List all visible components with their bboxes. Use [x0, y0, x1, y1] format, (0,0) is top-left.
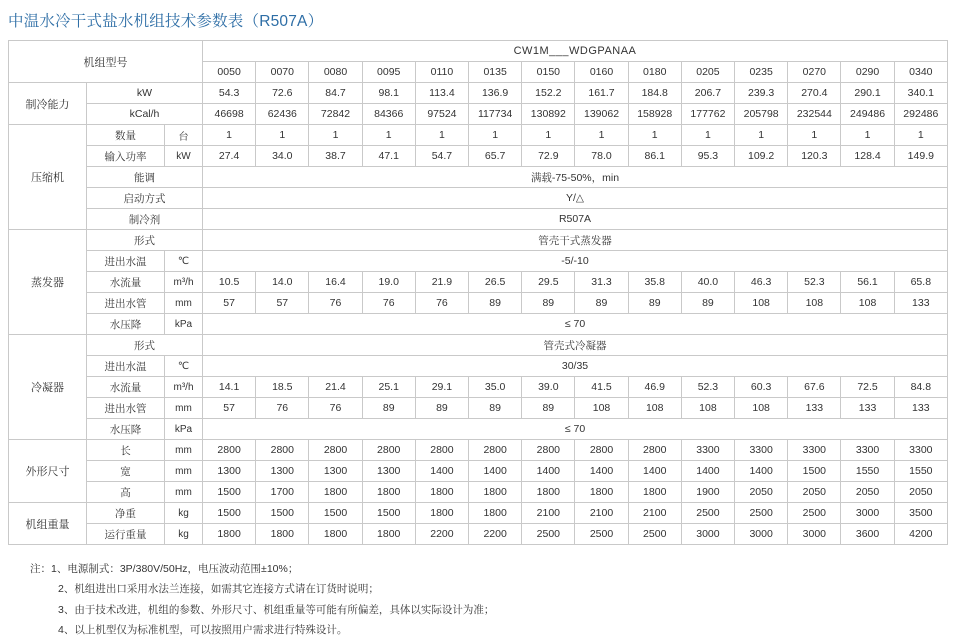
model-col-5: 0135	[469, 62, 522, 83]
cell: 161.7	[575, 83, 628, 104]
model-col-10: 0235	[735, 62, 788, 83]
cell: 3000	[788, 524, 841, 545]
group-label-unit-weight: 机组重量	[9, 503, 87, 545]
cell: 2500	[628, 524, 681, 545]
group-label-compressor: 压缩机	[9, 125, 87, 230]
cell: 76	[415, 293, 468, 314]
cell: 2800	[362, 440, 415, 461]
cell: 1400	[735, 461, 788, 482]
cell: 1400	[522, 461, 575, 482]
cell: 46698	[203, 104, 256, 125]
cell: 290.1	[841, 83, 894, 104]
cell: 29.1	[415, 377, 468, 398]
cell: 89	[681, 293, 734, 314]
cell: 1	[256, 125, 309, 146]
cell: 108	[628, 398, 681, 419]
cell: 65.8	[894, 272, 947, 293]
cell: 97524	[415, 104, 468, 125]
cell: 1	[415, 125, 468, 146]
note-row-1	[30, 559, 954, 579]
cell: 3000	[681, 524, 734, 545]
cell: 184.8	[628, 83, 681, 104]
cell-span: 管壳式冷凝器	[203, 335, 948, 356]
row-unit: 台	[165, 125, 203, 146]
cell: 158928	[628, 104, 681, 125]
cell: 18.5	[256, 377, 309, 398]
cell: 1400	[415, 461, 468, 482]
cell: 1800	[469, 482, 522, 503]
cell: 21.9	[415, 272, 468, 293]
cell: 41.5	[575, 377, 628, 398]
cell: 76	[309, 398, 362, 419]
cell: 2050	[788, 482, 841, 503]
row-unit: mm	[165, 293, 203, 314]
cell: 1	[841, 125, 894, 146]
cell: 78.0	[575, 146, 628, 167]
cell: 1900	[681, 482, 734, 503]
cell: 57	[203, 293, 256, 314]
model-col-1: 0070	[256, 62, 309, 83]
cell: 62436	[256, 104, 309, 125]
spec-table-body	[9, 41, 948, 545]
cell: 57	[256, 293, 309, 314]
note-item-4: 4、以上机型仅为标准机型，可以按照用户需求进行特殊设计。	[58, 624, 348, 637]
cell: 2500	[735, 503, 788, 524]
cell: 1	[628, 125, 681, 146]
model-col-9: 0205	[681, 62, 734, 83]
group-label-dimensions: 外形尺寸	[9, 440, 87, 503]
cell: 3300	[894, 440, 947, 461]
cell: 10.5	[203, 272, 256, 293]
page-title: 中温水冷干式盐水机组技术参数表（R507A）	[8, 13, 324, 30]
model-col-2: 0080	[309, 62, 362, 83]
cell: 95.3	[681, 146, 734, 167]
table-row	[9, 188, 948, 209]
group-label-evaporator: 蒸发器	[9, 230, 87, 335]
cell-span: R507A	[203, 209, 948, 230]
cell: 60.3	[735, 377, 788, 398]
table-row	[9, 83, 948, 104]
cell: 1	[894, 125, 947, 146]
cell: 89	[469, 398, 522, 419]
cell: 1800	[628, 482, 681, 503]
model-col-6: 0150	[522, 62, 575, 83]
cell-span: 30/35	[203, 356, 948, 377]
cell: 152.2	[522, 83, 575, 104]
cell: 130892	[522, 104, 575, 125]
table-row	[9, 125, 948, 146]
cell: 72.6	[256, 83, 309, 104]
table-row	[9, 167, 948, 188]
cell: 108	[681, 398, 734, 419]
model-col-0: 0050	[203, 62, 256, 83]
cell: 1400	[575, 461, 628, 482]
row-unit: ℃	[165, 251, 203, 272]
cell: 35.8	[628, 272, 681, 293]
cell: 46.3	[735, 272, 788, 293]
cell: 108	[841, 293, 894, 314]
cell: 84.8	[894, 377, 947, 398]
cell: 76	[309, 293, 362, 314]
cell-span: Y/△	[203, 188, 948, 209]
table-row	[9, 314, 948, 335]
row-label: 进出水管	[87, 293, 165, 314]
cell: 2800	[203, 440, 256, 461]
cell: 1800	[309, 482, 362, 503]
row-label: 数量	[87, 125, 165, 146]
cell: 57	[203, 398, 256, 419]
model-col-7: 0160	[575, 62, 628, 83]
cell: 31.3	[575, 272, 628, 293]
cell: 177762	[681, 104, 734, 125]
cell: 2500	[681, 503, 734, 524]
cell: 109.2	[735, 146, 788, 167]
cell: 72.9	[522, 146, 575, 167]
cell: 108	[735, 293, 788, 314]
cell-span: ≤ 70	[203, 314, 948, 335]
cell: 14.0	[256, 272, 309, 293]
cell: 108	[575, 398, 628, 419]
cell: 86.1	[628, 146, 681, 167]
row-label: 进出水管	[87, 398, 165, 419]
cell: 52.3	[788, 272, 841, 293]
cell: 2200	[469, 524, 522, 545]
cell: 1300	[362, 461, 415, 482]
cell: 1500	[203, 482, 256, 503]
cell: 72842	[309, 104, 362, 125]
group-label-condenser: 冷凝器	[9, 335, 87, 440]
cell: 1	[203, 125, 256, 146]
cell: 3000	[735, 524, 788, 545]
cell: 1	[522, 125, 575, 146]
row-unit: ℃	[165, 356, 203, 377]
cell: 1800	[415, 482, 468, 503]
cell: 1800	[575, 482, 628, 503]
note-item-2: 2、机组进出口采用水法兰连接，如需其它连接方式请在订货时说明；	[58, 583, 379, 596]
cell: 84366	[362, 104, 415, 125]
model-col-11: 0270	[788, 62, 841, 83]
row-label: 能调	[87, 167, 203, 188]
cell: 4200	[894, 524, 947, 545]
cell: 2200	[415, 524, 468, 545]
table-row	[9, 104, 948, 125]
cell: 1	[788, 125, 841, 146]
row-label: kW	[87, 83, 203, 104]
table-row	[9, 356, 948, 377]
row-unit: m³/h	[165, 377, 203, 398]
cell: 206.7	[681, 83, 734, 104]
cell: 1500	[309, 503, 362, 524]
cell: 39.0	[522, 377, 575, 398]
cell: 35.0	[469, 377, 522, 398]
cell: 1500	[256, 503, 309, 524]
cell: 2050	[841, 482, 894, 503]
cell: 54.3	[203, 83, 256, 104]
notes-block	[30, 559, 954, 641]
cell: 2050	[894, 482, 947, 503]
cell: 89	[522, 398, 575, 419]
table-row	[9, 377, 948, 398]
row-unit: kW	[165, 146, 203, 167]
cell: 139062	[575, 104, 628, 125]
cell: 3300	[841, 440, 894, 461]
row-unit: m³/h	[165, 272, 203, 293]
cell: 1800	[522, 482, 575, 503]
table-row	[9, 209, 948, 230]
cell: 2800	[522, 440, 575, 461]
cell: 108	[735, 398, 788, 419]
cell: 65.7	[469, 146, 522, 167]
cell: 1400	[628, 461, 681, 482]
cell: 120.3	[788, 146, 841, 167]
cell: 1300	[309, 461, 362, 482]
cell: 14.1	[203, 377, 256, 398]
model-col-3: 0095	[362, 62, 415, 83]
cell: 2100	[575, 503, 628, 524]
cell: 133	[788, 398, 841, 419]
cell: 1800	[203, 524, 256, 545]
cell: 232544	[788, 104, 841, 125]
row-label: 形式	[87, 335, 203, 356]
row-unit: kPa	[165, 419, 203, 440]
table-row	[9, 146, 948, 167]
cell: 54.7	[415, 146, 468, 167]
note-row-4	[30, 620, 954, 640]
cell: 1	[681, 125, 734, 146]
table-row	[9, 482, 948, 503]
cell: 128.4	[841, 146, 894, 167]
row-unit: mm	[165, 440, 203, 461]
cell: 1	[362, 125, 415, 146]
cell: 239.3	[735, 83, 788, 104]
row-unit: mm	[165, 461, 203, 482]
notes-heading: 注：	[30, 563, 51, 575]
cell: 2500	[522, 524, 575, 545]
table-row	[9, 524, 948, 545]
cell: 113.4	[415, 83, 468, 104]
cell: 46.9	[628, 377, 681, 398]
row-unit: kg	[165, 524, 203, 545]
table-row	[9, 503, 948, 524]
cell-span: ≤ 70	[203, 419, 948, 440]
cell: 34.0	[256, 146, 309, 167]
cell: 89	[415, 398, 468, 419]
cell: 1	[735, 125, 788, 146]
cell: 38.7	[309, 146, 362, 167]
table-row	[9, 419, 948, 440]
model-col-12: 0290	[841, 62, 894, 83]
row-unit: kg	[165, 503, 203, 524]
table-row	[9, 398, 948, 419]
cell: 89	[522, 293, 575, 314]
cell: 3300	[681, 440, 734, 461]
cell: 1800	[415, 503, 468, 524]
cell: 133	[841, 398, 894, 419]
cell: 2100	[522, 503, 575, 524]
cell: 1800	[362, 482, 415, 503]
cell: 270.4	[788, 83, 841, 104]
cell: 1	[309, 125, 362, 146]
cell: 72.5	[841, 377, 894, 398]
row-unit: kPa	[165, 314, 203, 335]
cell: 25.1	[362, 377, 415, 398]
row-label: 输入功率	[87, 146, 165, 167]
row-label: 长	[87, 440, 165, 461]
cell: 2800	[469, 440, 522, 461]
row-label: 宽	[87, 461, 165, 482]
cell: 1400	[681, 461, 734, 482]
cell: 89	[628, 293, 681, 314]
row-label: 制冷剂	[87, 209, 203, 230]
cell: 1550	[894, 461, 947, 482]
cell: 2800	[628, 440, 681, 461]
cell: 76	[362, 293, 415, 314]
cell: 1300	[203, 461, 256, 482]
cell: 3600	[841, 524, 894, 545]
row-label: 水压降	[87, 314, 165, 335]
cell: 40.0	[681, 272, 734, 293]
table-row	[9, 440, 948, 461]
cell: 52.3	[681, 377, 734, 398]
cell: 21.4	[309, 377, 362, 398]
cell: 29.5	[522, 272, 575, 293]
table-row	[9, 230, 948, 251]
cell: 108	[788, 293, 841, 314]
note-item-1: 1、电源制式：3P/380V/50Hz，电压波动范围±10%；	[51, 563, 299, 575]
cell: 2800	[575, 440, 628, 461]
row-label: 形式	[87, 230, 203, 251]
cell: 1400	[469, 461, 522, 482]
cell: 1800	[469, 503, 522, 524]
model-col-8: 0180	[628, 62, 681, 83]
row-label: 净重	[87, 503, 165, 524]
cell: 2500	[575, 524, 628, 545]
cell: 249486	[841, 104, 894, 125]
cell: 67.6	[788, 377, 841, 398]
row-label: 高	[87, 482, 165, 503]
table-row	[9, 272, 948, 293]
cell: 1500	[362, 503, 415, 524]
cell: 1550	[841, 461, 894, 482]
cell: 3500	[894, 503, 947, 524]
model-col-4: 0110	[415, 62, 468, 83]
cell: 84.7	[309, 83, 362, 104]
cell-span: 管壳干式蒸发器	[203, 230, 948, 251]
cell: 1500	[203, 503, 256, 524]
cell: 3300	[735, 440, 788, 461]
note-row-2	[30, 579, 954, 599]
cell: 56.1	[841, 272, 894, 293]
cell: 16.4	[309, 272, 362, 293]
table-row	[9, 461, 948, 482]
cell: 2800	[256, 440, 309, 461]
model-col-13: 0340	[894, 62, 947, 83]
model-code-cell: CW1M___WDGPANAA	[203, 41, 948, 62]
note-row-3	[30, 600, 954, 620]
cell: 26.5	[469, 272, 522, 293]
cell: 117734	[469, 104, 522, 125]
cell: 1800	[256, 524, 309, 545]
table-row	[9, 335, 948, 356]
cell: 1800	[362, 524, 415, 545]
group-label-cooling-capacity: 制冷能力	[9, 83, 87, 125]
table-row	[9, 251, 948, 272]
cell: 2800	[309, 440, 362, 461]
cell: 2500	[788, 503, 841, 524]
row-label: 水压降	[87, 419, 165, 440]
row-unit: mm	[165, 398, 203, 419]
cell: 2050	[735, 482, 788, 503]
cell: 1300	[256, 461, 309, 482]
row-label: 进出水温	[87, 251, 165, 272]
cell: 1800	[309, 524, 362, 545]
cell: 149.9	[894, 146, 947, 167]
cell: 2800	[415, 440, 468, 461]
row-label: 水流量	[87, 377, 165, 398]
cell: 27.4	[203, 146, 256, 167]
cell: 47.1	[362, 146, 415, 167]
row-label: 启动方式	[87, 188, 203, 209]
cell: 1500	[788, 461, 841, 482]
row-label: 进出水温	[87, 356, 165, 377]
cell: 98.1	[362, 83, 415, 104]
cell: 19.0	[362, 272, 415, 293]
cell: 2100	[628, 503, 681, 524]
cell: 340.1	[894, 83, 947, 104]
cell: 1700	[256, 482, 309, 503]
cell: 205798	[735, 104, 788, 125]
cell: 1	[469, 125, 522, 146]
spec-table	[8, 40, 948, 545]
note-item-3: 3、由于技术改进，机组的参数、外形尺寸、机组重量等可能有所偏差，具体以实际设计为准；	[58, 603, 495, 616]
model-label-cell: 机组型号	[9, 41, 203, 83]
cell: 3300	[788, 440, 841, 461]
cell: 133	[894, 293, 947, 314]
row-label: kCal/h	[87, 104, 203, 125]
cell: 89	[575, 293, 628, 314]
cell: 3000	[841, 503, 894, 524]
cell: 76	[256, 398, 309, 419]
cell: 133	[894, 398, 947, 419]
row-label: 水流量	[87, 272, 165, 293]
table-row	[9, 293, 948, 314]
cell: 292486	[894, 104, 947, 125]
cell: 89	[469, 293, 522, 314]
cell-span: 满载-75-50%，min	[203, 167, 948, 188]
cell-span: -5/-10	[203, 251, 948, 272]
cell: 136.9	[469, 83, 522, 104]
cell: 1	[575, 125, 628, 146]
row-unit: mm	[165, 482, 203, 503]
cell: 89	[362, 398, 415, 419]
row-label: 运行重量	[87, 524, 165, 545]
table-header-row-model	[9, 41, 948, 62]
